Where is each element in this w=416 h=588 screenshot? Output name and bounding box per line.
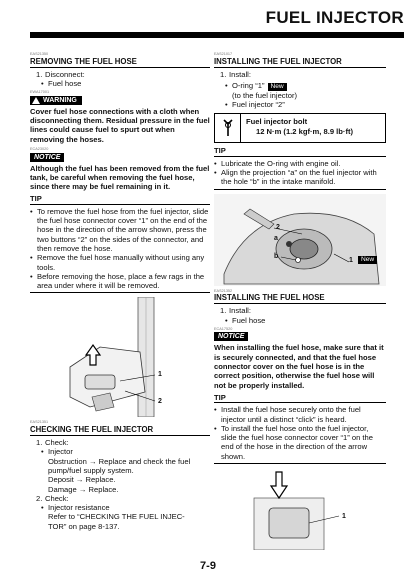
step-number: 1. <box>36 438 43 448</box>
left-column <box>30 52 210 531</box>
tip-item <box>214 405 386 424</box>
item-text: Fuel injector “2” <box>232 100 285 110</box>
tip-end-rule <box>30 292 210 293</box>
tip-item <box>214 159 386 168</box>
tip-label: TIP <box>214 393 386 403</box>
fuel-hose-install-figure <box>214 468 386 550</box>
injector-install-figure <box>214 194 386 286</box>
notice-code: ECA17520 <box>214 326 233 331</box>
step-text: Install: <box>229 69 251 79</box>
tip-end-rule <box>214 463 386 464</box>
section-title-installing-fuel-injector: INSTALLING THE FUEL INJECTOR <box>214 57 386 68</box>
step-text: Check: <box>45 438 69 448</box>
item-note: (to the fuel injector) <box>232 90 297 100</box>
step <box>30 494 210 503</box>
check-detail: Obstruction → Replace and check the fuel <box>48 456 191 466</box>
section-title-checking-fuel-injector: CHECKING THE FUEL INJECTOR <box>30 425 210 436</box>
tip-text: Align the projection “a” on the fuel injector with the hole “b” in the intake manifold. <box>221 168 377 187</box>
figure-callout: 2 <box>158 398 162 406</box>
bullet-icon: • <box>30 271 33 281</box>
torque-wrench-icon <box>215 114 241 142</box>
figure-callout: 1 <box>342 513 346 521</box>
step-number: 1. <box>220 69 227 79</box>
list-item <box>214 100 386 109</box>
reference-text: TOR” on page 8-137. <box>48 521 120 531</box>
page-number: 7-9 <box>200 560 216 572</box>
right-column <box>214 52 386 550</box>
section-code: EAS21350 <box>30 52 49 56</box>
bullet-icon: • <box>214 168 217 178</box>
item-text <box>232 81 386 91</box>
torque-title: Fuel injector bolt <box>246 117 308 127</box>
tip-item <box>214 168 386 187</box>
item-text: Fuel hose <box>48 78 82 88</box>
step-text: Check: <box>45 493 69 503</box>
tip-text: Install the fuel hose securely onto the fuel injector until a distinct “click” is heard. <box>221 405 361 424</box>
bullet-icon: • <box>225 80 228 90</box>
bullet-icon: • <box>30 206 33 216</box>
step <box>214 306 386 315</box>
list-item <box>214 81 386 91</box>
new-badge: New <box>268 83 287 91</box>
tip-text: To install the fuel hose onto the fuel injector, slide the fuel hose connector cover “1” on the end of the hose in the direction of the arrow shown. <box>221 423 373 461</box>
new-badge: New <box>358 256 377 264</box>
step <box>214 70 386 79</box>
notice-text: When installing the fuel hose, make sure that it is securely connected, and that the fuel hose connector cover on the fuel hose is in the correct position, otherwise the fuel hose will not be properly installed. <box>214 343 384 390</box>
bullet-icon: • <box>225 100 228 110</box>
tip-label: TIP <box>214 146 386 156</box>
bullet-icon: • <box>214 423 217 433</box>
bullet-icon: • <box>225 315 228 325</box>
torque-value: 12 N·m (1.2 kgf·m, 8.9 lb·ft) <box>256 126 354 136</box>
notice-text: Although the fuel has been removed from the fuel tank, be careful when removing the fuel hose, since there may be fuel remaining in it. <box>30 163 210 192</box>
warning-code: EWA17001 <box>30 90 50 95</box>
warning-label: WARNING <box>43 96 77 104</box>
header-title: FUEL INJECTOR <box>265 8 404 27</box>
warning-badge <box>30 96 82 105</box>
notice-badge: NOTICE <box>30 153 64 162</box>
section-title-removing-fuel-hose: REMOVING THE FUEL HOSE <box>30 57 210 68</box>
fuel-hose-install-illustration <box>214 468 386 550</box>
check-detail: Damage → Replace. <box>48 484 119 494</box>
figure-callout: 2 <box>276 223 280 231</box>
step-number: 2. <box>36 493 43 503</box>
figure-callout: 1 <box>158 371 162 379</box>
warning-triangle-icon <box>32 97 40 104</box>
tip-text: Remove the fuel hose manually without using any tools. <box>37 253 205 272</box>
step-number: 1. <box>36 69 43 79</box>
figure-callout: a <box>274 234 278 242</box>
step <box>30 438 210 447</box>
bullet-icon: • <box>41 447 44 457</box>
tip-item <box>214 424 386 461</box>
injector-install-illustration <box>214 194 386 286</box>
section-title-installing-fuel-hose: INSTALLING THE FUEL HOSE <box>214 293 386 304</box>
warning-text: Cover fuel hose connections with a cloth when disconnecting them. Residual pressure in the fuel lines could cause fuel to spurt out when removing the hoses. <box>30 106 210 144</box>
item-text: Injector <box>48 447 73 457</box>
torque-spec-box <box>214 113 386 143</box>
list-item <box>30 79 210 88</box>
bullet-icon: • <box>30 253 33 263</box>
tip-item <box>30 253 210 272</box>
header-rule <box>30 32 404 38</box>
tip-label: TIP <box>30 194 210 204</box>
step-number: 1. <box>220 306 227 316</box>
notice-badge: NOTICE <box>214 332 248 341</box>
section-code: EAS21351 <box>30 420 49 425</box>
step-text: Disconnect: <box>45 69 85 79</box>
fuel-hose-removal-illustration <box>30 297 210 417</box>
check-detail: Deposit → Replace. <box>48 475 116 485</box>
item-text: Injector resistance <box>48 503 110 513</box>
figure-callout: b <box>274 252 279 260</box>
list-item <box>30 447 210 456</box>
tip-text: Lubricate the O-ring with engine oil. <box>221 158 341 168</box>
figure-callout: 1 <box>349 256 353 264</box>
notice-code: ECA23020 <box>30 146 49 151</box>
bullet-icon: • <box>214 405 217 415</box>
step <box>30 70 210 79</box>
tip-item <box>30 207 210 253</box>
list-item <box>214 316 386 325</box>
check-detail: pump/fuel supply system. <box>48 465 134 475</box>
section-code: EAS21017 <box>214 52 233 56</box>
tip-item <box>30 272 210 291</box>
bullet-icon: • <box>41 503 44 513</box>
item-label: O-ring “1” <box>232 80 265 90</box>
list-item <box>30 503 210 512</box>
bullet-icon: • <box>41 78 44 88</box>
bullet-icon: • <box>214 158 217 168</box>
fuel-hose-removal-figure <box>30 297 210 417</box>
tip-text: Before removing the hose, place a few rags in the area under where it will be removed. <box>37 271 205 291</box>
item-text: Fuel hose <box>232 315 266 325</box>
tip-end-rule <box>214 189 386 190</box>
section-code: EAS21352 <box>214 288 233 293</box>
tip-text: To remove the fuel hose from the fuel injector, slide the fuel hose connector cover “1” on the end of the hose in the direction of the arrow shown, press the two buttons “2” on the sides of the connector, and then remove the hose. <box>37 206 209 253</box>
reference-text: Refer to “CHECKING THE FUEL INJEC- <box>48 512 185 522</box>
step-text: Install: <box>229 306 251 316</box>
